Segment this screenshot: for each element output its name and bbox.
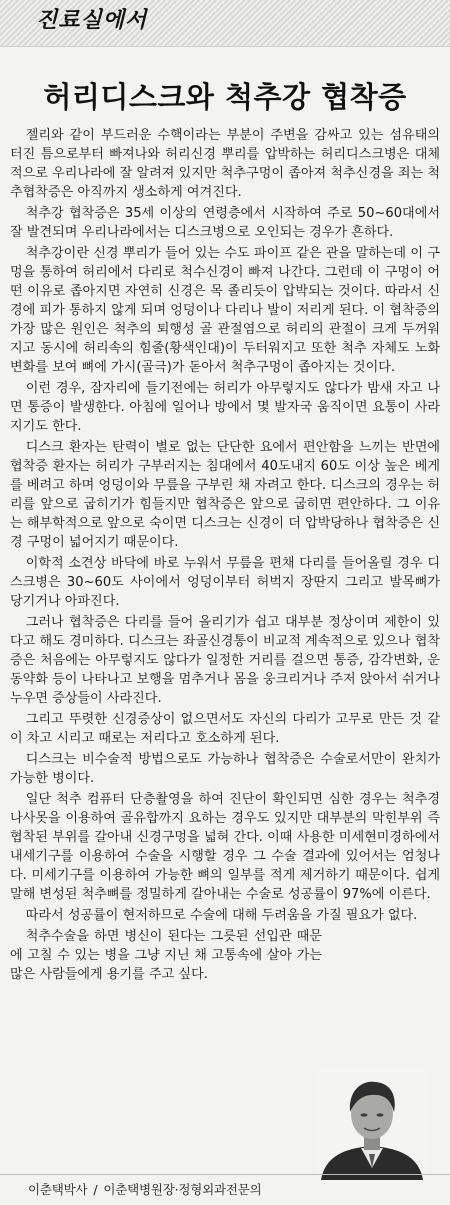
article-body [10,126,440,986]
author-name: 이춘택박사 [28,1182,88,1197]
section-header-band [0,0,450,47]
footer-divider [0,1174,450,1175]
paragraph: 척추강 협착증은 35세 이상의 연령층에서 시작하여 주로 50~60대에서 잘 발견되며 우리나라에서는 디스크병으로 오인되는 경우가 흔하다. [10,206,440,240]
paragraph: 그러나 협착증은 다리를 들어 올리기가 쉽고 대부분 정상이며 제한이 있다고 해도 경미하다. 디스크는 좌골신경통이 비교적 계속적으로 있으나 협착증은 처음에는 아무렇지도 않다가 일정한 거리를 걸으면 통증, 감각변화, 운동약화 등이 나타나고 보행을 멈추거나 몸을 웅크리거나 주저 앉아서 쉬거나 누우면 증상들이 사라진다. [10,615,440,706]
author-photo [317,1068,427,1180]
paragraph: 이런 경우, 잠자리에 들기전에는 허리가 아무렇지도 않다가 밤새 자고 나면 통증이 발생한다. 아침에 일어나 방에서 몇 발자국 움직이면 요통이 사라지기도 한다. [10,381,440,434]
paragraph: 척추수술을 하면 병신이 된다는 그릇된 선입관 때문에 고칠 수 있는 병을 그냥 지닌 채 고통속에 살아 가는 많은 사람들에게 용기를 주고 싶다. [10,929,322,982]
paragraph: 젤리와 같이 부드러운 수핵이라는 부분이 주변을 감싸고 있는 섬유태의 터진 틈으로부터 빠져나와 허리신경 뿌리를 압박하는 허리디스크병은 대체적으로 우리나라에 잘 알려져 있지만 척추구멍이 좁아져 척추신경을 죄는 척추협착증은 아직까지 생소하게 여겨진다. [10,128,440,200]
paragraph: 따라서 성공률이 현저하므로 수술에 대해 두려움을 가질 필요가 없다. [25,908,418,923]
paragraph: 이학적 소견상 바닥에 바로 누워서 무릎을 편채 다리를 들어올릴 경우 디스크병은 30~60도 사이에서 엉덩이부터 허벅지 장딴지 그리고 발목뼈가 당기거나 아파진다. [10,556,440,609]
byline [28,1180,262,1198]
section-label: 진료실에서 [36,8,148,33]
author-affiliation: 이춘택병원장·정형외과전문의 [103,1182,262,1197]
paragraph: 척추강이란 신경 뿌리가 들어 있는 수도 파이프 같은 관을 말하는데 이 구멍을 통하여 허리에서 다리로 척수신경이 빠져 나간다. 그런데 이 구멍이 어떤 이유로 좁아지면 자연히 신경은 목 졸리듯이 압박되는 것이다. 따라서 신경에 피가 통하지 않게 되며 엉덩이나 다리나 발이 저리게 된다. 이 협착증의 가장 많은 원인은 척추의 퇴행성 골 관절염으로 허리의 관절이 크게 두꺼워지고 동시에 허리속의 힘줄(황색인대)이 두터워지고 또한 척추 자체도 노화 변화를 보여 뼈에 가시(골극)가 돋아서 척추구멍이 좁아지는 것이다. [10,246,440,375]
article-title: 허리디스크와 척추강 협착증 [43,80,407,114]
paragraph: 디스크는 비수술적 방법으로도 가능하나 협착증은 수술로서만이 완치가 가능한 병이다. [10,752,440,786]
paragraph: 일단 척추 컴퓨터 단층촬영을 하여 진단이 확인되면 심한 경우는 척추경 나사못을 이용하여 골유합까지 요하는 경우도 있지만 대부분의 막힌부위 즉 협착된 부위를 갈아내 신경구멍을 넓혀 간다. 이때 사용한 미세현미경하에서 내세기구를 이용하여 수술을 시행할 경우 그 수술 결과에 있어서는 엄청나다. 미세기구를 이용하여 가능한 뼈의 일부를 적게 제거하기 때문이다. 쉽게 말해 변성된 척추뼈를 정밀하게 갈아내는 수술로 성공률이 97%에 이른다. [10,792,440,902]
paragraph: 그리고 뚜렷한 신경증상이 없으면서도 자신의 다리가 고무로 만든 것 같이 차고 시리고 때로는 저리다고 호소하게 된다. [10,712,440,746]
byline-separator: / [93,1182,98,1197]
author-portrait-icon [317,1068,427,1180]
paragraph: 디스크 환자는 탄력이 별로 없는 단단한 요에서 편안함을 느끼는 반면에 협착증 환자는 허리가 구부러지는 침대에서 40도내지 60도 이상 높은 베게를 베려고 하며 엉덩이와 무릎을 구부린 채 자려고 한다. 디스크의 경우는 허리를 앞으로 굽히기가 힘들지만 협착증은 앞으로 굽히면 편안하다. 그 이유는 해부학적으로 앞으로 숙이면 디스크는 신경이 더 압박당하나 협착증은 신경 구멍이 넓어지기 때문이다. [10,440,440,550]
